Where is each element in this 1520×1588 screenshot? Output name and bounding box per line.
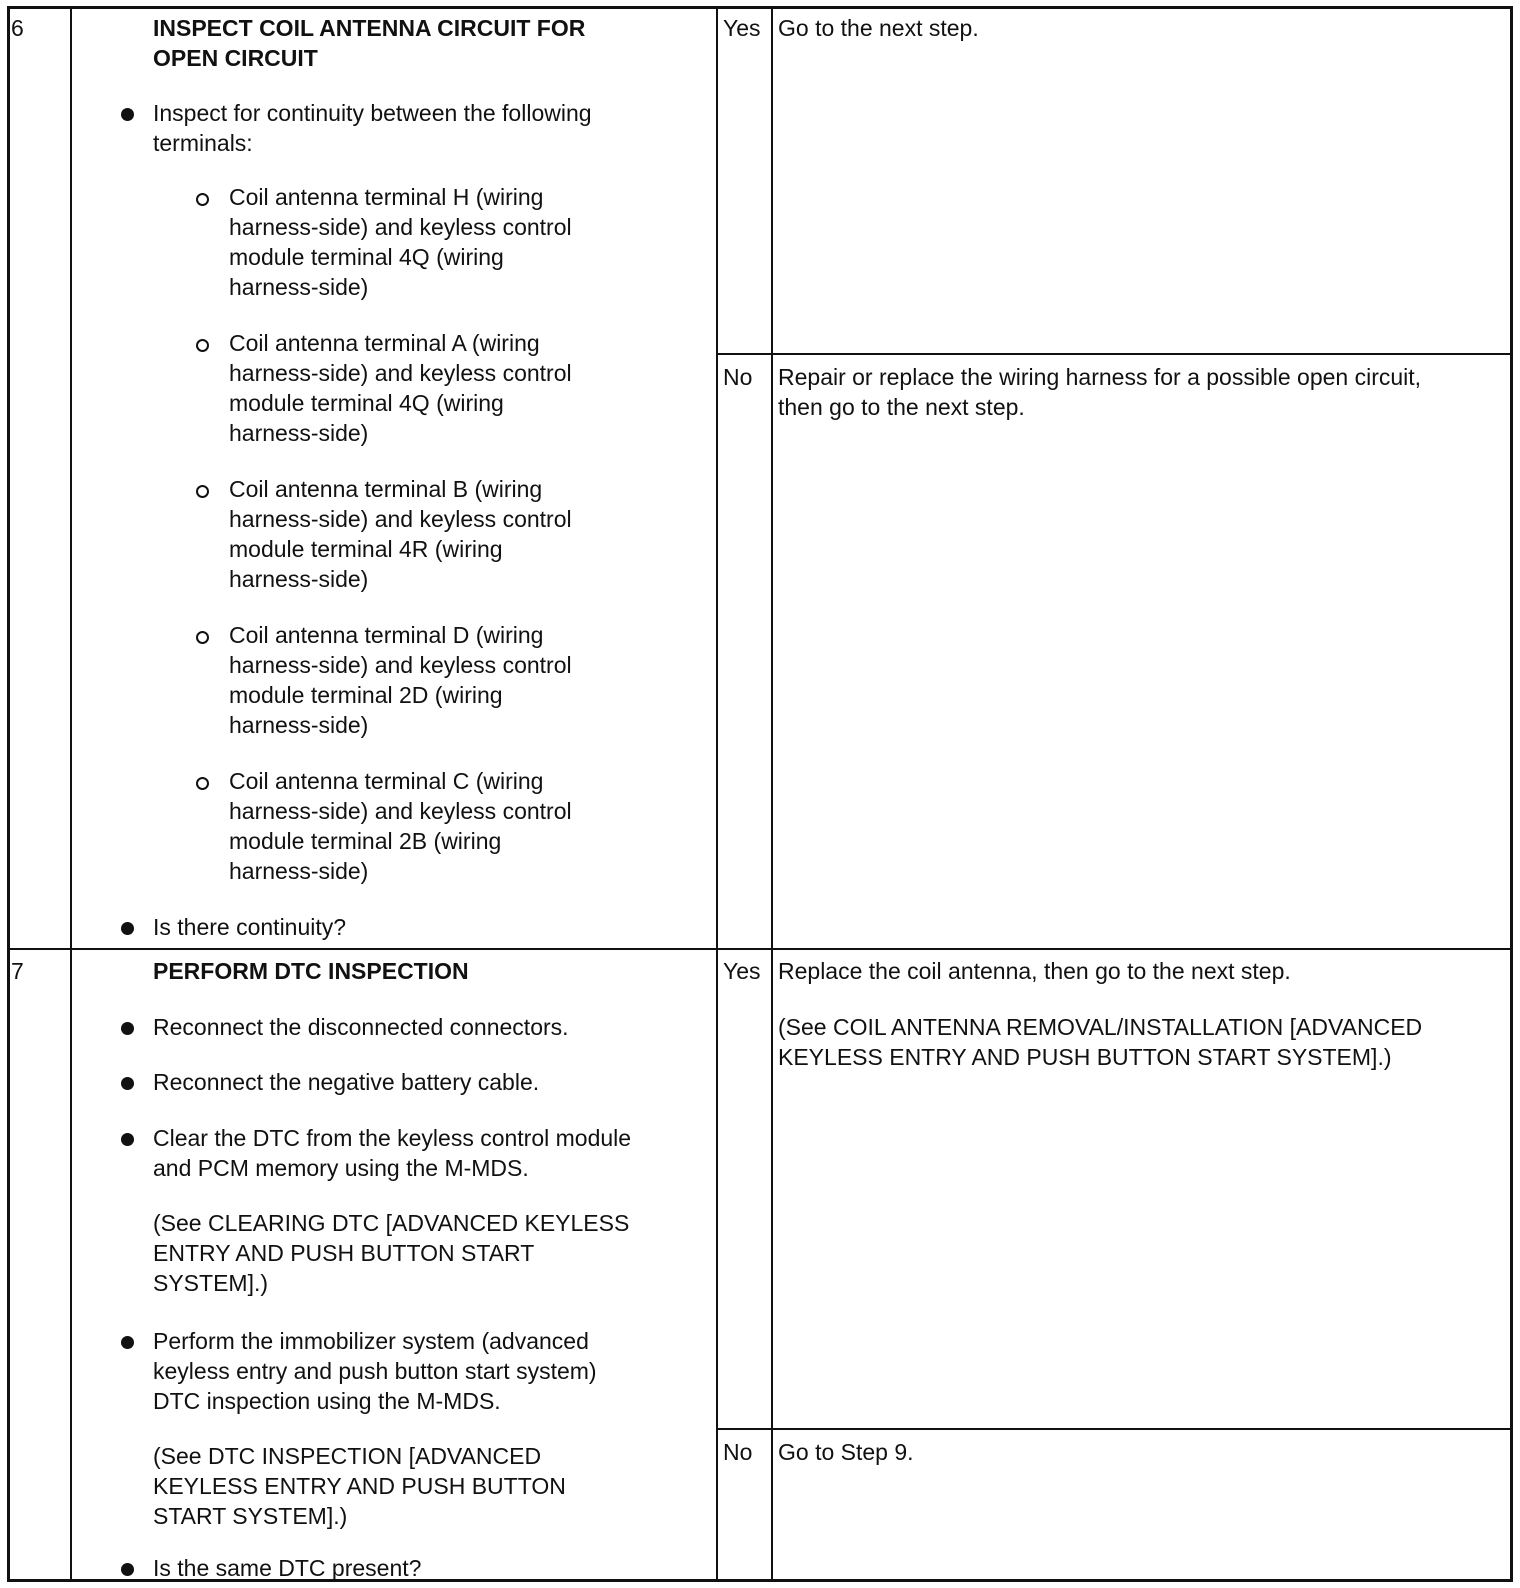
row-divider-step6-no	[716, 353, 1513, 355]
circle-bullet-icon	[196, 485, 209, 498]
step-subitem: Coil antenna terminal H (wiring harness-side) and keyless control module terminal 4Q (wiring harness-side)	[229, 184, 572, 300]
step-title: PERFORM DTC INSPECTION	[153, 958, 469, 984]
step-item: Inspect for continuity between the following terminals:	[153, 100, 592, 156]
step-subitem: Coil antenna terminal C (wiring harness-side) and keyless control module terminal 2B (wiring harness-side)	[229, 768, 572, 884]
reference-note: (See DTC INSPECTION [ADVANCED KEYLESS ENTRY AND PUSH BUTTON START SYSTEM].)	[153, 1443, 566, 1529]
yes-action: Replace the coil antenna, then go to the next step.	[778, 958, 1291, 984]
yes-label: Yes	[723, 958, 761, 984]
no-label: No	[723, 1439, 753, 1465]
column-divider-step	[70, 6, 72, 1582]
step-subitem: Coil antenna terminal B (wiring harness-side) and keyless control module terminal 4R (wiring harness-side)	[229, 476, 572, 592]
bullet-icon	[121, 1022, 134, 1035]
bullet-icon	[121, 108, 134, 121]
step-number: 6	[11, 15, 24, 41]
bullet-icon	[121, 1563, 134, 1576]
bullet-icon	[121, 922, 134, 935]
step-number: 7	[11, 958, 24, 984]
circle-bullet-icon	[196, 339, 209, 352]
step-item: Reconnect the disconnected connectors.	[153, 1014, 569, 1040]
step-item: Perform the immobilizer system (advanced keyless entry and push button start system) DTC inspection using the M-MDS.	[153, 1328, 597, 1414]
column-divider-action	[716, 6, 718, 1582]
row-divider-step7	[7, 948, 1513, 950]
no-action: Repair or replace the wiring harness for a possible open circuit, then go to the next step.	[778, 364, 1422, 420]
step-item: Reconnect the negative battery cable.	[153, 1069, 540, 1095]
circle-bullet-icon	[196, 631, 209, 644]
bullet-icon	[121, 1133, 134, 1146]
step-question: Is the same DTC present?	[153, 1555, 422, 1581]
yes-reference: (See COIL ANTENNA REMOVAL/INSTALLATION [ADVANCED KEYLESS ENTRY AND PUSH BUTTON START SYSTEM].)	[778, 1014, 1423, 1070]
step-subitem: Coil antenna terminal D (wiring harness-side) and keyless control module terminal 2D (wiring harness-side)	[229, 622, 572, 738]
circle-bullet-icon	[196, 193, 209, 206]
circle-bullet-icon	[196, 777, 209, 790]
step-item: Clear the DTC from the keyless control module and PCM memory using the M-MDS.	[153, 1125, 632, 1181]
yes-action: Go to the next step.	[778, 15, 979, 41]
no-label: No	[723, 364, 753, 390]
no-action: Go to Step 9.	[778, 1439, 914, 1465]
row-divider-step7-no	[716, 1428, 1513, 1430]
bullet-icon	[121, 1077, 134, 1090]
step-title: INSPECT COIL ANTENNA CIRCUIT FOR OPEN CIRCUIT	[153, 15, 586, 71]
yes-label: Yes	[723, 15, 761, 41]
step-question: Is there continuity?	[153, 914, 347, 940]
step-subitem: Coil antenna terminal A (wiring harness-side) and keyless control module terminal 4Q (wiring harness-side)	[229, 330, 572, 446]
column-divider-result	[771, 6, 773, 1582]
reference-note: (See CLEARING DTC [ADVANCED KEYLESS ENTRY AND PUSH BUTTON START SYSTEM].)	[153, 1210, 630, 1296]
bullet-icon	[121, 1336, 134, 1349]
